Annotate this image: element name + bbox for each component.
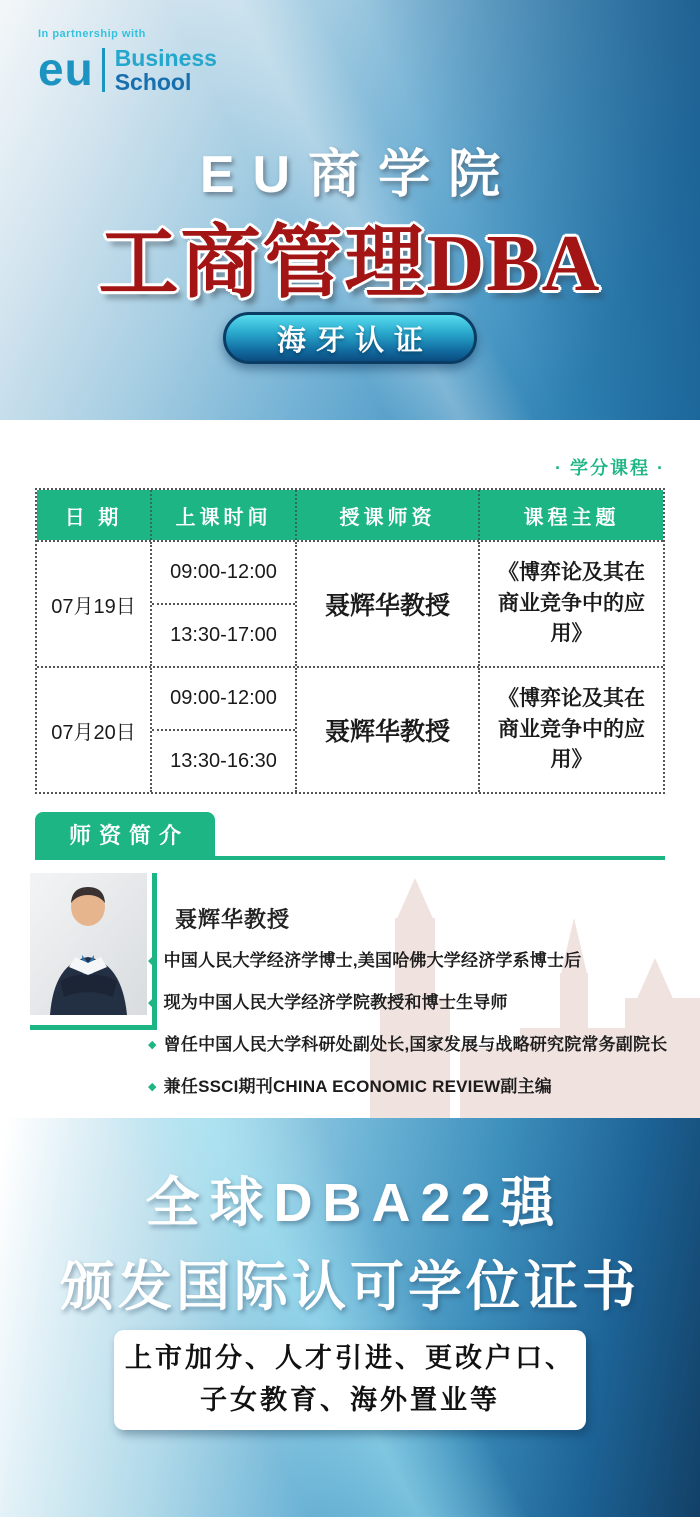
diamond-bullet-icon: ◆ (148, 1081, 157, 1093)
header-date: 日 期 (37, 490, 152, 540)
faculty-section-header (35, 812, 665, 860)
hague-badge-label: 海牙认证 (276, 324, 433, 357)
benefits-line1: 上市加分、人才引进、更改户口、 (125, 1343, 575, 1374)
row-times (152, 542, 297, 666)
benefits-line2: 子女教育、海外置业等 (200, 1385, 500, 1415)
hero-title-program: 工商管理DBA (98, 220, 602, 308)
benefits-box (114, 1330, 586, 1430)
list-item (148, 1030, 688, 1055)
eu-logo-mark: eu (38, 43, 94, 96)
schedule-table-header (37, 490, 663, 540)
partnership-label: In partnership with (38, 28, 146, 40)
professor-bullet-list (148, 946, 688, 1114)
bullet-text: 现为中国人民大学经济学院教授和博士生导师 (163, 993, 508, 1012)
hero-title-school: EU商学院 (199, 146, 519, 204)
logo-word-business: Business (114, 45, 217, 71)
bullet-text: 曾任中国人民大学科研处副处长,国家发展与战略研究院常务副院长 (163, 1035, 668, 1054)
professor-photo-frame (30, 873, 157, 1030)
table-row (37, 540, 663, 666)
footer-headline-ranking: 全球DBA22强 (145, 1173, 565, 1233)
schedule-section (0, 420, 700, 1118)
faculty-section-title: 师资简介 (35, 812, 215, 856)
table-row (37, 666, 663, 792)
eu-business-school-logo (38, 43, 217, 96)
row-teacher: 聂辉华教授 (297, 542, 480, 666)
faculty-bio (0, 868, 700, 1118)
time-slot-morning: 09:00-12:00 (152, 668, 295, 731)
row-date: 07月20日 (37, 668, 152, 792)
diamond-bullet-icon: ◆ (148, 955, 157, 967)
time-slot-morning: 09:00-12:00 (152, 542, 295, 605)
time-slot-afternoon: 13:30-16:30 (170, 750, 277, 772)
time-slot-afternoon: 13:30-17:00 (170, 624, 277, 646)
logo-word-school: School (114, 69, 192, 96)
row-date: 07月19日 (37, 542, 152, 666)
list-item (148, 988, 688, 1013)
header-teacher: 授课师资 (297, 490, 480, 540)
row-topic: 《博弈论及其在商业竞争中的应用》 (498, 687, 645, 772)
logo-block (38, 28, 217, 94)
header-topic: 课程主题 (523, 506, 620, 529)
professor-photo (30, 873, 147, 1015)
bullet-text: 兼任SSCI期刊CHINA ECONOMIC REVIEW副主编 (163, 1077, 552, 1096)
header-class-time: 上课时间 (152, 490, 297, 540)
schedule-table (35, 488, 665, 794)
list-item (148, 946, 688, 971)
row-times (152, 668, 297, 792)
diamond-bullet-icon: ◆ (148, 1039, 157, 1051)
footer-banner (0, 1118, 700, 1517)
row-topic: 《博弈论及其在商业竞争中的应用》 (498, 561, 645, 646)
hero-banner (0, 0, 700, 420)
diamond-bullet-icon: ◆ (148, 997, 157, 1009)
credit-course-tag: · 学分课程 · (555, 458, 665, 478)
list-item (148, 1072, 688, 1097)
footer-headline-degree: 颁发国际认可学位证书 (60, 1257, 640, 1317)
hague-certification-badge (223, 312, 477, 364)
professor-name: 聂辉华教授 (175, 907, 291, 932)
bullet-text: 中国人民大学经济学博士,美国哈佛大学经济学系博士后 (163, 951, 582, 970)
logo-wordmark (115, 46, 217, 94)
row-teacher: 聂辉华教授 (297, 668, 480, 792)
logo-divider (102, 48, 105, 92)
